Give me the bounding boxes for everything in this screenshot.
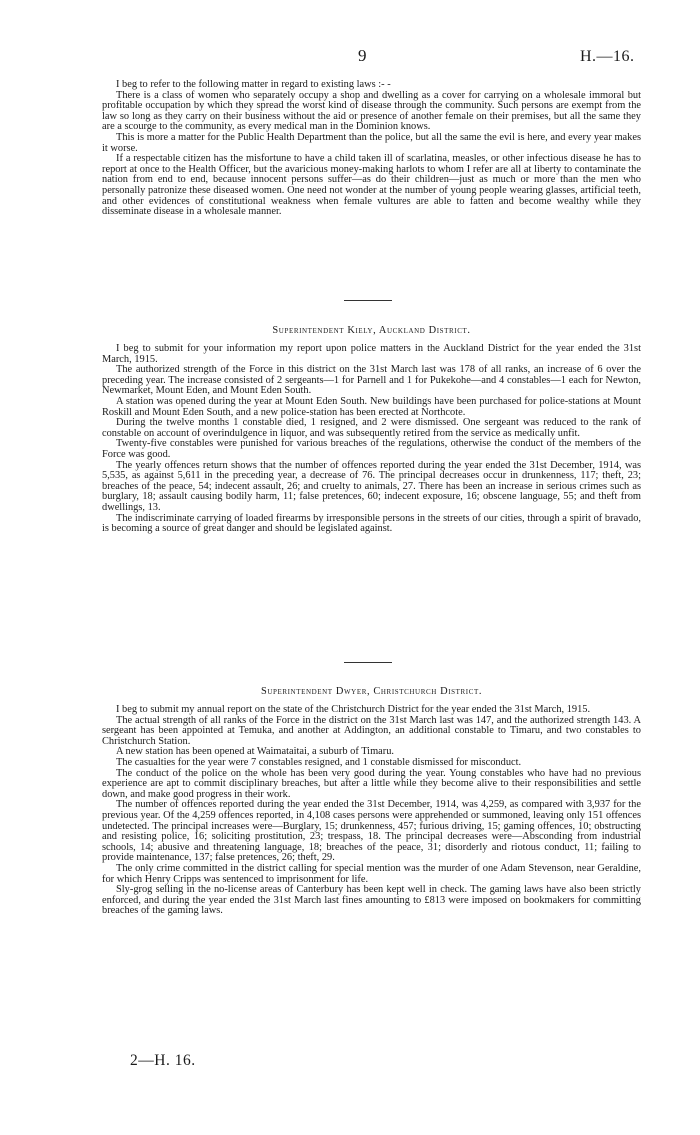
- intro-paragraph: This is more a matter for the Public Health Department than the police, but all the same the evil is here, and every year makes it worse.: [102, 131, 641, 154]
- section-divider: [344, 300, 392, 301]
- christchurch-paragraph: A new station has been opened at Waimataitai, a suburb of Timaru.: [116, 746, 395, 758]
- footer-reference: 2—H. 16.: [130, 1052, 196, 1069]
- intro-paragraph: There is a class of women who separately occupy a shop and dwelling as a cover for carrying on a wholesale immoral but profitable occupation by which they spread the worst kind of disease through the community. Such persons are exempt from the law so long as they carry on their business without the aid or presence of another female on their premises, but all the same they are a scourge to the community, as every medical man in the Dominion knows.: [102, 89, 641, 133]
- auckland-paragraph: During the twelve months 1 constable died, 1 resigned, and 2 were dismissed. One sergeant was reduced to the rank of constable on account of overindulgence in liquor, and was subsequently retired from the service as medically unfit.: [102, 417, 641, 439]
- intro-paragraph: If a respectable citizen has the misfortune to have a child taken ill of scarlatina, measles, or other infectious disease he has to report at once to the Health Officer, but the avaricious money-making harlots to whom I refer are all at liberty to contaminate the nation from end to end, because innocent persons suffer—as do their children—just as much or more than the men who personally patronize these diseased women. One need not wonder at the number of young people wearing glasses, artificial teeth, and other evidences of constitutional weakness when female vultures are able to fatten and become wealthy while they disseminate disease in a wholesale manner.: [102, 153, 641, 218]
- christchurch-section-title: Superintendent Dwyer, Christchurch District.: [260, 686, 483, 697]
- christchurch-paragraph: I beg to submit my annual report on the state of the Christchurch District for the year ended the 31st March, 1915.: [116, 704, 591, 715]
- auckland-paragraph: The yearly offences return shows that the number of offences reported during the year ended the 31st December, 1914, was 5,535, as against 5,611 in the preceding year, a decrease of 76. The principal decreases occur in drunkenness, 117; theft, 23; breaches of the peace, 54; indecent assault, 26; and cruelty to animals, 27. There has been an increase in serious crimes such as burglary, 18; assault causing bodily harm, 11; false pretences, 60; indecent exposure, 16; obscene language, 55; and theft from dwellings, 13.: [102, 459, 641, 513]
- christchurch-paragraph: The only crime committed in the district calling for special mention was the murder of one Adam Stevenson, near Geraldine, for which Henry Cripps was sentenced to imprisonment for life.: [102, 862, 641, 885]
- christchurch-paragraph: Sly-grog selling in the no-license areas of Canterbury has been kept well in check. The gaming laws have also been strictly enforced, and during the year ended the 31st March last fines amounting to £813 were imposed on bookmakers for committing breaches of the gaming laws.: [102, 884, 641, 917]
- auckland-paragraph: Twenty-five constables were punished for various breaches of the regulations, otherwise the conduct of the members of the Force was good.: [102, 438, 641, 460]
- document-reference: H.—16.: [580, 48, 635, 65]
- christchurch-section: [102, 705, 641, 917]
- christchurch-paragraph: The casualties for the year were 7 constables resigned, and 1 constable dismissed for misconduct.: [116, 756, 522, 768]
- christchurch-paragraph: The number of offences reported during the year ended the 31st December, 1914, was 4,259, as compared with 3,937 for the previous year. Of the 4,259 offences reported, in 4,108 cases persons were apprehended or summoned, leaving only 151 offences undetected. The principal increases were—Burglary, 15; drunkenness, 457; furious driving, 15; gaming offences, 10; obstructing and resisting police, 16; soliciting prostitution, 23; trespass, 18. The principal decreases were—Absconding from industrial schools, 14; abusive and threatening language, 18; breaches of the peace, 31; disorderly and riotous conduct, 11; failing to provide maintenance, 137; false pretences, 26; theft, 29.: [102, 799, 641, 864]
- intro-paragraph: I beg to refer to the following matter in regard to existing laws :- -: [116, 79, 391, 90]
- auckland-paragraph: I beg to submit for your information my report upon police matters in the Auckland District for the year ended the 31st March, 1915.: [102, 343, 641, 365]
- auckland-section: [102, 344, 641, 535]
- page-number: 9: [358, 46, 367, 65]
- christchurch-paragraph: The conduct of the police on the whole has been very good during the year. Young constables who have had no previous experience are apt to commit disciplinary breaches, but after a little while they become alive to their responsibilities and settle down, and make good progress in their work.: [102, 767, 641, 800]
- auckland-paragraph: A station was opened during the year at Mount Eden South. New buildings have been purchased for police-stations at Mount Roskill and Mount Eden South, and a new police-station has been erected at Northcote.: [102, 395, 641, 418]
- auckland-section-title: Superintendent Kiely, Auckland District.: [272, 325, 471, 336]
- intro-section: [102, 80, 641, 218]
- auckland-paragraph: The authorized strength of the Force in this district on the 31st March last was 178 of all ranks, an increase of 6 over the preceding year. The increase consisted of 2 sergeants—1 for Parnell and 1 for Pukekohe—and 4 constables—1 each for Newton, Newmarket, Mount Eden, and Mount Eden South.: [102, 364, 641, 397]
- auckland-paragraph: The indiscriminate carrying of loaded firearms by irresponsible persons in the streets of our cities, through a spirit of bravado, is becoming a source of great danger and should be legislated against.: [102, 512, 641, 535]
- section-divider: [344, 662, 392, 663]
- christchurch-paragraph: The actual strength of all ranks of the Force in the district on the 31st March last was 147, and the authorized strength 143. A sergeant has been appointed at Temuka, and another at Addington, an additional constable to Timaru, and two constables to Christchurch Station.: [102, 714, 641, 747]
